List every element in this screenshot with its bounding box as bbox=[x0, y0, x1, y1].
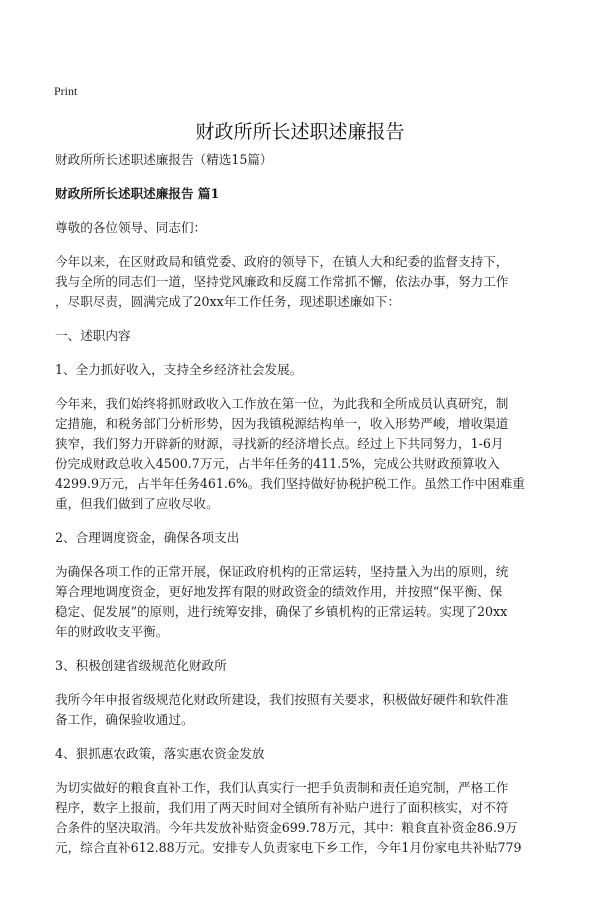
paragraph-line: 狭窄，我们努力开辟新的财源，寻找新的经济增长点。经过上下共同努力，1-6月 bbox=[55, 436, 504, 451]
paragraph-line: ，尽职尽责，圆满完成了20xx年工作任务，现述职述廉如下： bbox=[55, 294, 401, 309]
paragraph-line: 稳定、促发展”的原则，进行统筹安排，确保了乡镇机构的正常运转。实现了20xx bbox=[55, 604, 508, 619]
paragraph-line: 合条件的坚决取消。今年共发放补贴资金699.78万元，其中：粮食直补资金86.9万 bbox=[55, 820, 518, 835]
paragraph-line: 为确保各项工作的正常开展，保证政府机构的正常运转，坚持量入为出的原则，统 bbox=[55, 564, 509, 579]
subtitle: 财政所所长述职述廉报告（精选15篇） bbox=[55, 152, 273, 167]
intro-paragraph bbox=[55, 252, 555, 312]
paragraph-line: 我所今年申报省级规范化财政所建设，我们按照有关要求，积极做好硬件和软件准 bbox=[55, 692, 509, 707]
paragraph-line: 定措施，和税务部门分析形势，因为我镇税源结构单一，收入形势严峻，增收渠道 bbox=[55, 416, 509, 431]
greeting: 尊敬的各位领导、同志们： bbox=[55, 220, 207, 235]
paragraph-line: 为切实做好的粮食直补工作，我们认真实行一把手负责制和责任追究制，严格工作 bbox=[55, 780, 509, 795]
print-label: Print bbox=[54, 84, 78, 98]
paragraph-line: 重，但我们做到了应收尽收。 bbox=[55, 496, 219, 511]
paragraph-line: 份完成财政总收入4500.7万元，占半年任务的411.5%，完成公共财政预算收入 bbox=[55, 456, 500, 471]
paragraph-line: 程序，数字上报前，我们用了两天时间对全镇所有补贴户进行了面积核实，对不符 bbox=[55, 800, 509, 815]
item-1-title: 1、全力抓好收入，支持全乡经济社会发展。 bbox=[55, 362, 303, 377]
item-4-paragraph bbox=[55, 778, 555, 858]
section-title: 财政所所长述职述廉报告 篇1 bbox=[55, 186, 220, 201]
page-title: 财政所所长述职述廉报告 bbox=[195, 121, 405, 143]
item-2-paragraph bbox=[55, 562, 555, 642]
heading-1: 一、述职内容 bbox=[55, 328, 131, 343]
paragraph-line: 4299.9万元，占半年任务461.6%。我们坚持做好协税护税工作。虽然工作中困难重 bbox=[55, 476, 525, 491]
item-3-title: 3、积极创建省级规范化财政所 bbox=[55, 658, 227, 673]
paragraph-line: 今年以来，在区财政局和镇党委、政府的领导下，在镇人大和纪委的监督支持下， bbox=[55, 254, 509, 269]
paragraph-line: 元，综合直补612.88万元。安排专人负责家电下乡工作，今年1月份家电共补贴779 bbox=[55, 840, 522, 855]
paragraph-line: 年的财政收支平衡。 bbox=[55, 624, 169, 639]
item-2-title: 2、合理调度资金，确保各项支出 bbox=[55, 530, 240, 545]
paragraph-line: 我与全所的同志们一道，坚持党风廉政和反腐工作常抓不懈，依法办事，努力工作 bbox=[55, 274, 509, 289]
paragraph-line: 筹合理地调度资金，更好地发挥有限的财政资金的绩效作用，并按照“保平衡、保 bbox=[55, 584, 503, 599]
paragraph-line: 备工作，确保验收通过。 bbox=[55, 712, 194, 727]
paragraph-line: 今年来，我们始终将抓财政收入工作放在第一位，为此我和全所成员认真研究，制 bbox=[55, 396, 509, 411]
item-1-paragraph bbox=[55, 394, 555, 514]
item-3-paragraph bbox=[55, 690, 555, 730]
item-4-title: 4、狠抓惠农政策，落实惠农资金发放 bbox=[55, 746, 265, 761]
document-body bbox=[55, 150, 555, 872]
